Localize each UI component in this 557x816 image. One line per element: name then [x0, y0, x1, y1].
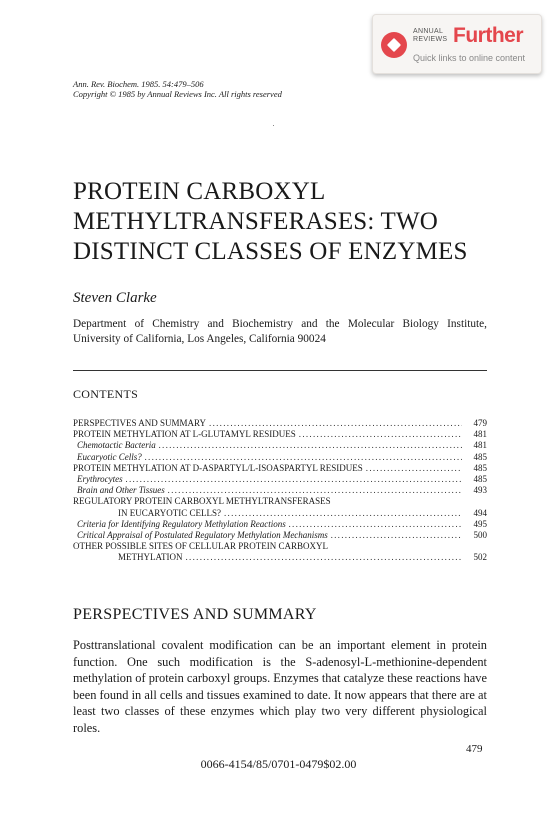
toc-entry-page: 494 [473, 507, 487, 518]
title-line-3: DISTINCT CLASSES OF ENZYMES [73, 238, 468, 265]
toc-entry-page: 485 [473, 451, 487, 462]
toc-entry-text: Brain and Other Tissues [77, 485, 165, 496]
toc-entry[interactable] [73, 440, 487, 451]
toc-entry[interactable] [73, 474, 487, 485]
toc-entry-page: 481 [473, 429, 487, 440]
toc-entry[interactable] [73, 508, 487, 519]
toc-entry-page: 495 [473, 518, 487, 529]
toc-entry-text: REGULATORY PROTEIN CARBOXYL METHYLTRANSFERASES [73, 496, 331, 507]
toc-entry[interactable] [73, 519, 487, 530]
page-number: 479 [466, 743, 483, 755]
citation-line-1: Ann. Rev. Biochem. 1985. 54:479–506 [73, 79, 204, 89]
toc-entry[interactable] [73, 429, 487, 440]
toc-leader-dots [331, 530, 462, 541]
toc-leader-dots [289, 519, 462, 530]
badge-tagline: Quick links to online content [413, 53, 526, 63]
table-of-contents [73, 418, 487, 563]
title-line-1: PROTEIN CARBOXYL [73, 178, 326, 205]
toc-entry-text: Critical Appraisal of Postulated Regulatory Methylation Mechanisms [77, 529, 328, 540]
toc-entry-text: METHYLATION [118, 552, 183, 563]
toc-entry-page: 481 [473, 440, 487, 451]
author-name: Steven Clarke [73, 290, 157, 306]
toc-entry[interactable] [73, 418, 487, 429]
toc-entry-page: 479 [473, 418, 487, 428]
toc-entry[interactable] [73, 552, 487, 563]
title-line-2: METHYLTRANSFERASES: TWO [73, 208, 439, 235]
toc-entry[interactable] [73, 485, 487, 496]
toc-entry-page: 485 [473, 473, 487, 484]
toc-leader-dots [224, 508, 462, 519]
toc-entry-text: PROTEIN METHYLATION AT D-ASPARTYL/L-ISOASPARTYL RESIDUES [73, 462, 363, 473]
author-affiliation: Department of Chemistry and Biochemistry and the Molecular Biology Institute, University of California, Los Angeles, California 90024 [73, 318, 487, 345]
toc-entry[interactable] [73, 541, 487, 552]
badge-publisher: ANNUAL REVIEWS [413, 28, 448, 43]
toc-entry-text: Chemotactic Bacteria [77, 440, 156, 451]
toc-leader-dots [186, 552, 463, 563]
toc-entry-page: 500 [473, 529, 487, 540]
toc-entry-page: 502 [473, 552, 487, 563]
toc-entry-text: OTHER POSSIBLE SITES OF CELLULAR PROTEIN CARBOXYL [73, 541, 329, 552]
section-body-paragraph: Posttranslational covalent modification can be an important element in protein function. One such modification is the S-adenosyl-L-methionine-dependent methylation of protein carboxyl groups. Enzymes that catalyze these reactions have been found in all cells and tissues examined to date. It now appears that there are at least two classes of these enzymes which play two very different physiological roles. [73, 638, 487, 735]
toc-leader-dots [209, 418, 462, 429]
toc-leader-dots [159, 440, 462, 451]
page-speck [273, 125, 274, 126]
toc-entry-text: Erythrocytes [77, 473, 123, 484]
citation-line-2: Copyright © 1985 by Annual Reviews Inc. All rights reserved [73, 89, 282, 99]
toc-entry[interactable] [73, 452, 487, 463]
toc-entry-page: 493 [473, 485, 487, 496]
annual-reviews-further-badge[interactable] [372, 14, 542, 74]
toc-leader-dots [145, 452, 462, 463]
badge-brand: Further [453, 24, 523, 47]
toc-entry-text: PROTEIN METHYLATION AT L-GLUTAMYL RESIDUES [73, 429, 296, 440]
toc-entry[interactable] [73, 530, 487, 541]
toc-entry-text: IN EUCARYOTIC CELLS? [118, 507, 221, 518]
toc-leader-dots [366, 463, 462, 474]
article-title [73, 177, 513, 267]
section-heading: PERSPECTIVES AND SUMMARY [73, 606, 317, 623]
toc-leader-dots [126, 474, 462, 485]
toc-entry-text: Eucaryotic Cells? [77, 451, 142, 462]
price-code-line: 0066-4154/85/0701-0479$02.00 [200, 757, 357, 771]
divider-rule [73, 370, 487, 371]
journal-citation [73, 79, 282, 99]
toc-entry[interactable] [73, 496, 487, 507]
toc-entry-text: PERSPECTIVES AND SUMMARY [73, 418, 207, 428]
toc-leader-dots [168, 485, 462, 496]
annual-reviews-logo-icon [381, 32, 407, 58]
toc-entry[interactable] [73, 463, 487, 474]
contents-heading: CONTENTS [73, 387, 139, 401]
toc-entry-page: 485 [473, 462, 487, 473]
toc-leader-dots [299, 429, 462, 440]
toc-entry-text: Criteria for Identifying Regulatory Methylation Reactions [77, 518, 286, 529]
